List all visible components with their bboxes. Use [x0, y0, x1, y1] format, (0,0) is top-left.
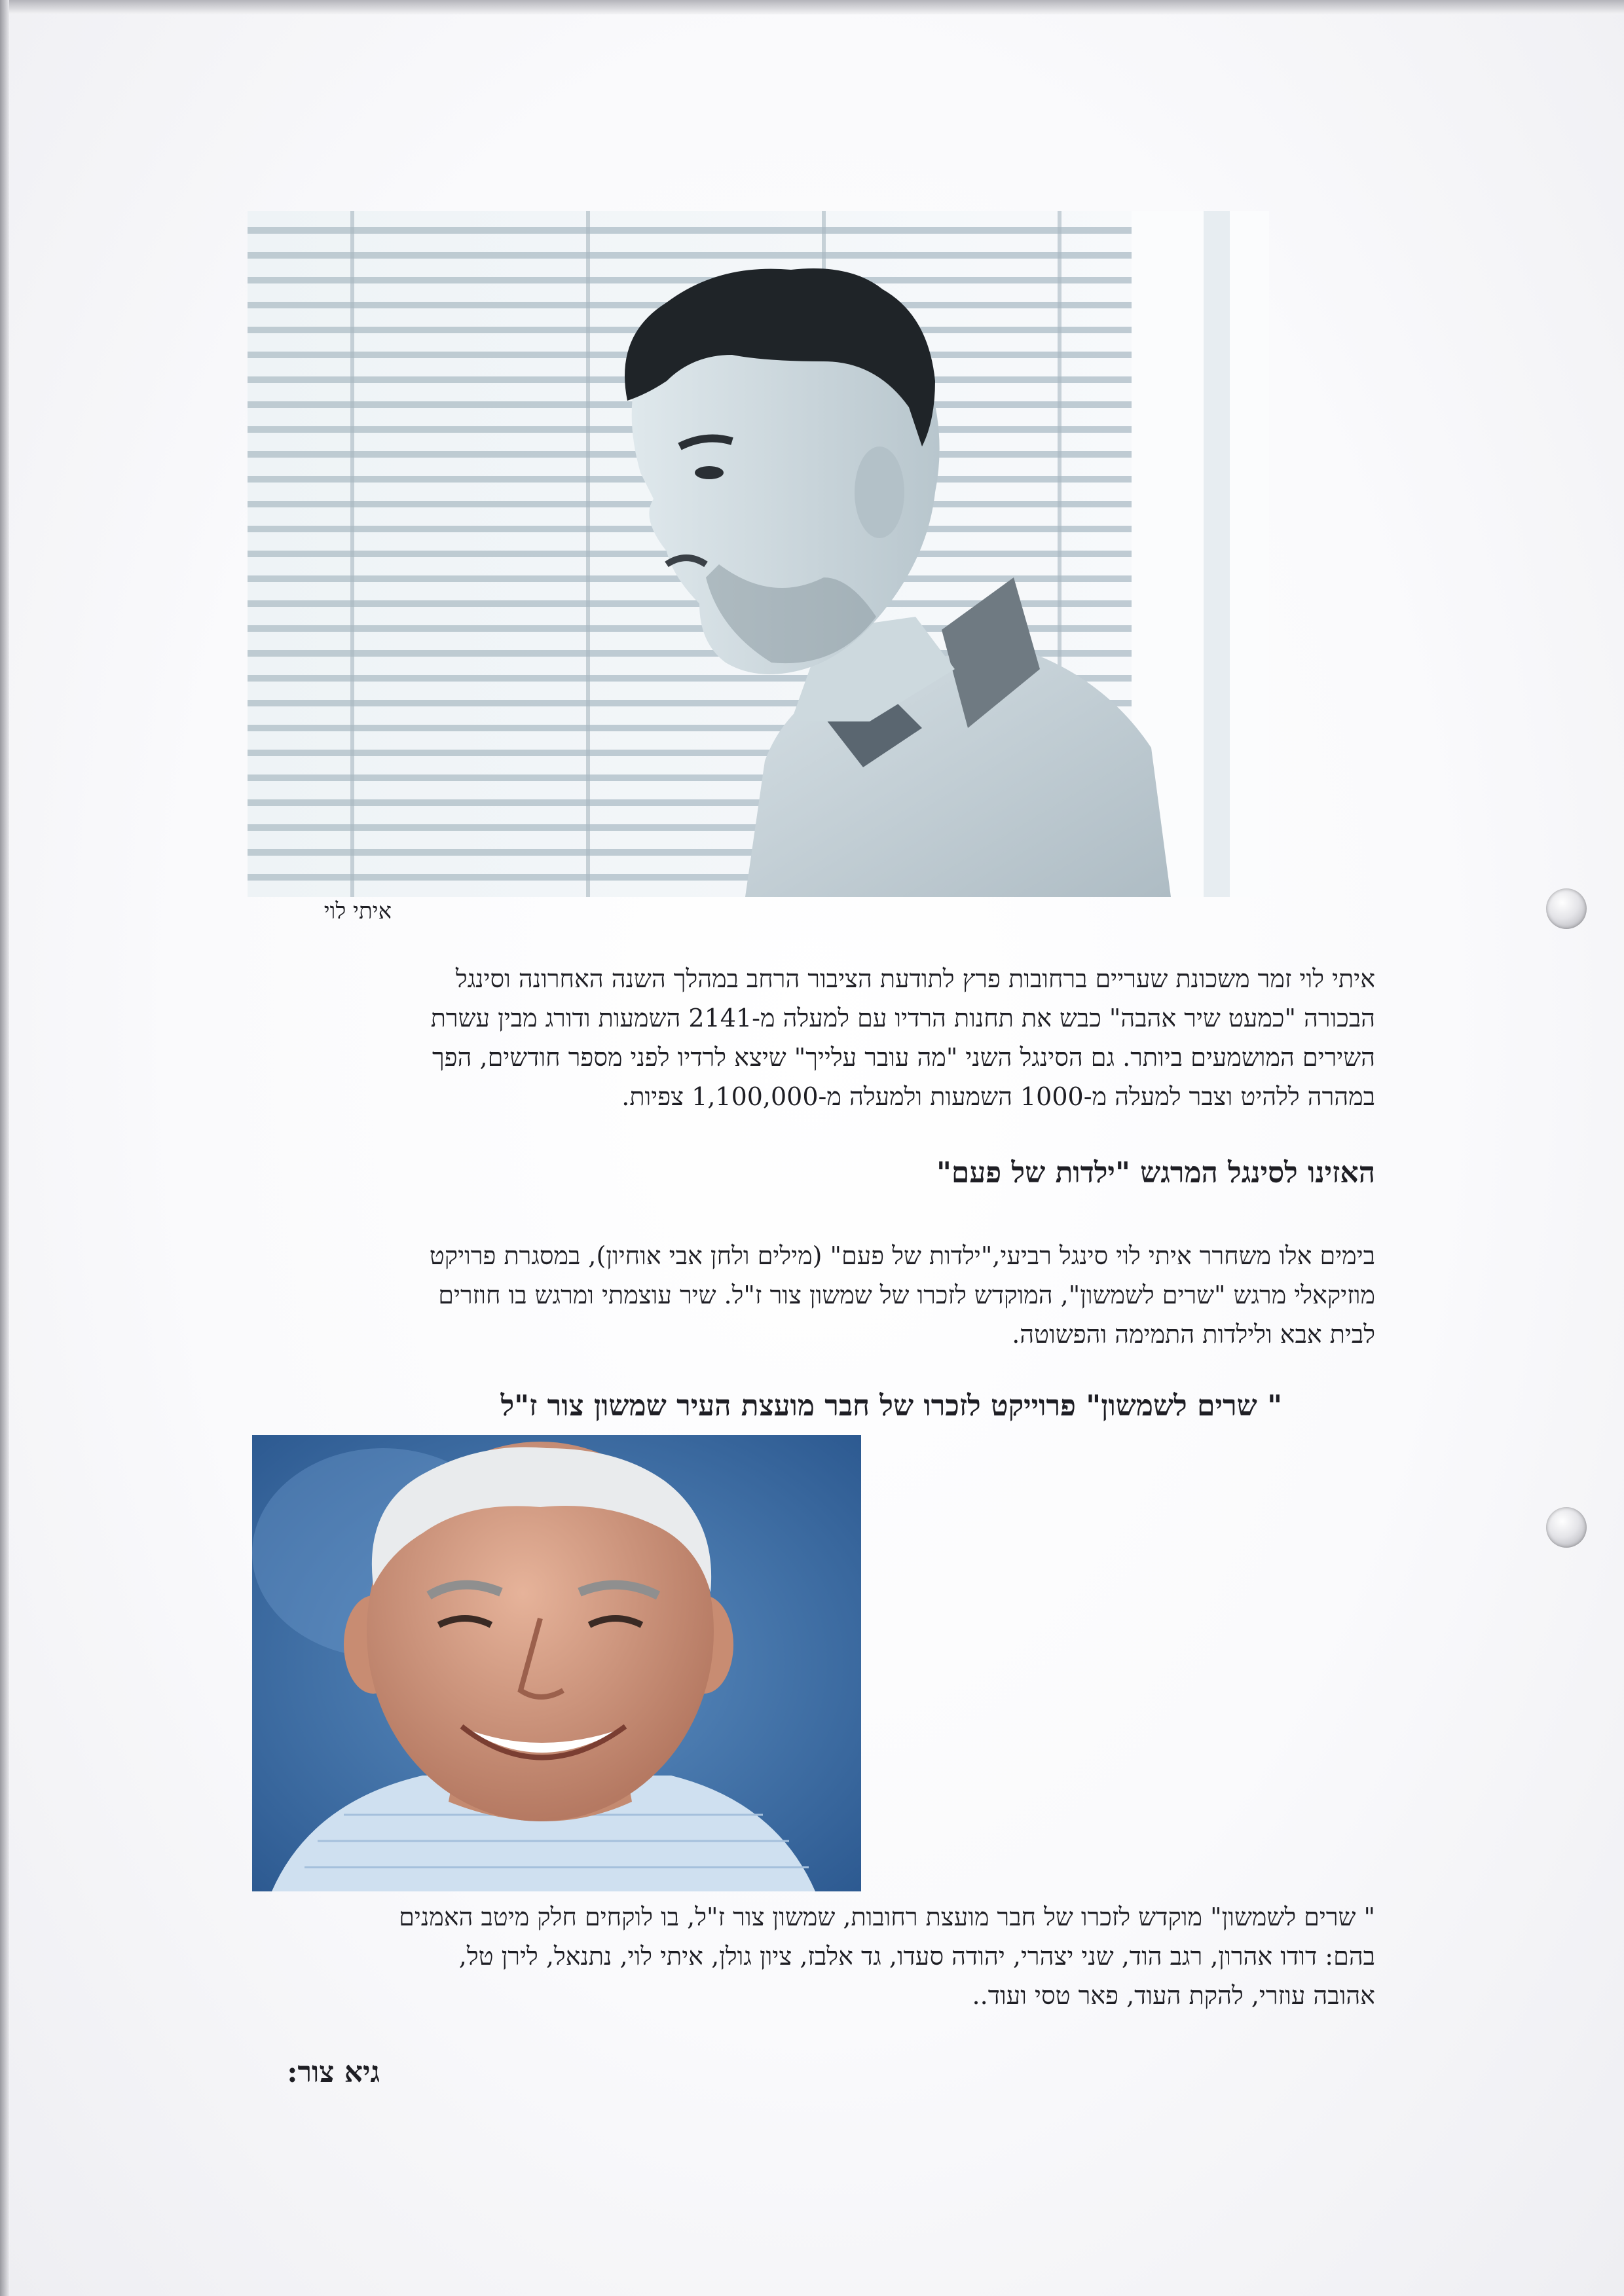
- section-heading: " שרים לשמשון" פרוייקט לזכרו של חבר מועצת העיר שמשון צור ז"ל: [500, 1389, 1282, 1423]
- paper-left-edge: [0, 0, 9, 2296]
- punch-hole: [1546, 1507, 1587, 1548]
- article-paragraph-single: [249, 1236, 1375, 1354]
- memorial-portrait-photo: [252, 1435, 861, 1891]
- text-line: הבכורה "כמעט שיר אהבה" כבש את תחנות הרדיו עם למעלה מ-2141 השמעות ודורג מבין עשרת: [430, 1004, 1375, 1032]
- section-heading: גיא צור:: [287, 2056, 380, 2089]
- punch-hole: [1546, 888, 1587, 929]
- article-paragraph-project: [249, 1897, 1375, 2015]
- photo-caption: איתי לוי: [323, 898, 392, 924]
- text-line: מוזיקאלי מרגש "שרים לשמשון", המוקדש לזכרו של שמשון צור ז"ל. שיר עוצמתי ומרגש בו חוזרים: [438, 1281, 1375, 1309]
- text-line: במהרה ללהיט וצבר למעלה מ-1000 השמעות ולמעלה מ-1,100,000 צפיות.: [621, 1082, 1375, 1111]
- section-heading: האזינו לסינגל המרגש "ילדות של פעם": [936, 1156, 1375, 1190]
- singer-photo: [248, 211, 1269, 897]
- text-line: בהם: דודו אהרון, רגב הוד, שני יצהרי, יהודה סעדו, גד אלבז, ציון גולן, איתי לוי, נתנאל, לירן טל,: [458, 1942, 1375, 1971]
- text-line: בימים אלו משחרר איתי לוי סינגל רביעי,"ילדות של פעם" (מילים ולחן אבי אוחיון), במסגרת פרויקט: [429, 1241, 1375, 1270]
- text-line: השירים המושמעים ביותר. גם הסינגל השני "מה עובר עלייך" שיצא לרדיו לפני מספר חודשים, הפך: [432, 1043, 1375, 1072]
- text-line: אהובה עוזרי, להקת העוד, פאר טסי ועוד..: [972, 1981, 1375, 2010]
- text-line: לבית אבא ולילדות התמימה והפשוטה.: [1012, 1320, 1375, 1349]
- paper-top-edge: [0, 0, 1624, 14]
- text-line: איתי לוי זמר משכונת שעריים ברחובות פרץ לתודעת הציבור הרחב במהלך השנה האחרונה וסינגל: [455, 964, 1375, 993]
- article-paragraph-intro: [249, 959, 1375, 1116]
- text-line: " שרים לשמשון" מוקדש לזכרו של חבר מועצת רחובות, שמשון צור ז"ל, בו לוקחים חלק מיטב האמנים: [399, 1903, 1375, 1931]
